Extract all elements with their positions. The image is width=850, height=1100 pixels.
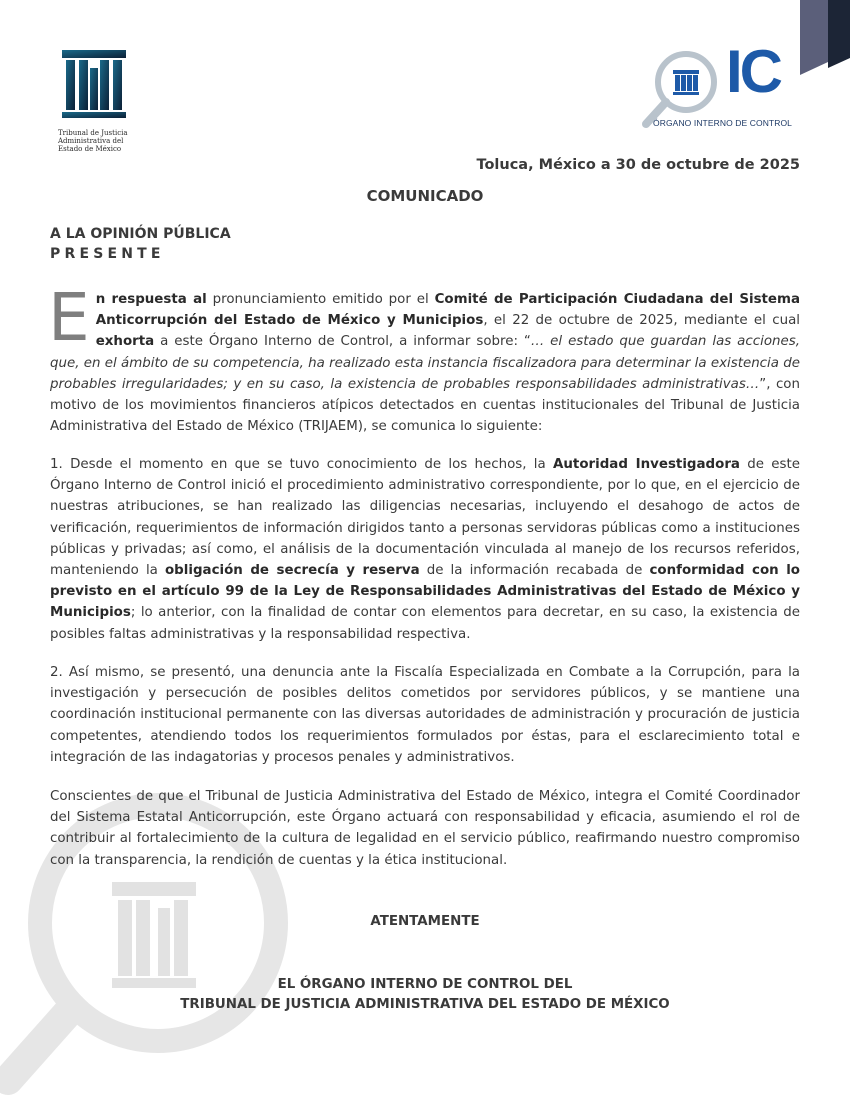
- document-title: COMUNICADO: [366, 187, 484, 205]
- point-bold-text: conformidad con lo previsto en el artículo 99 de la Ley de Responsabilidades Administrativas del Estado de México y Municipios: [50, 563, 800, 621]
- trijaem-logo: [58, 48, 148, 153]
- regards-line: ATENTAMENTE: [370, 914, 480, 929]
- logo-text-line: Estado de México: [58, 145, 122, 153]
- point-text: ; lo anterior, con la finalidad de contar con elementos para decretar, en su caso, la existencia de posibles faltas administrativas y la responsabilidad respectiva.: [50, 605, 800, 642]
- exhorta-text: exhorta: [95, 334, 155, 350]
- intro-bold-text: n respuesta al: [95, 292, 207, 307]
- oic-logo-text: IC: [726, 38, 780, 105]
- point-1-paragraph: [50, 454, 800, 645]
- intro-text: pronunciamiento emitido por el: [206, 292, 435, 307]
- point-bold-text: Autoridad Investigadora: [553, 457, 740, 472]
- oic-logo: [640, 38, 800, 133]
- point-text: de este Órgano Interno de Control inició el procedimiento administrativo correspondiente, por lo que, en el ejercicio de nuestras atribuciones, se han realizado las diligencias necesarias, incluyendo el desahogo de actos de verificación, requerimientos de información dirigidos tanto a personas servidoras públicas como a instituciones públicas y privadas; así como, el análisis de la documentación vinculada al manejo de los recursos referidos, manteniendo la: [50, 457, 800, 579]
- point-text: de la información recabada de: [419, 563, 650, 579]
- intro-text: , el 22 de octubre de 2025, mediante el cual: [483, 313, 800, 329]
- addressee-presente: PRESENTE: [50, 246, 165, 262]
- signer-line: EL ÓRGANO INTERNO DE CONTROL DEL: [277, 977, 573, 992]
- oic-logo-subtitle: ÓRGANO INTERNO DE CONTROL: [653, 118, 792, 128]
- quoted-text: … el estado que guardan las acciones, que, en el ámbito de su competencia, ha realizado esta instancia fiscalizadora para determinar la existencia de probables irregularidades; y en su caso, la existencia de probables responsabilidades administrativas…: [50, 334, 800, 392]
- closing-paragraph: Conscientes de que el Tribunal de Justicia Administrativa del Estado de México, integra el Comité Coordinador del Sistema Estatal Anticorrupción, este Órgano actuará con responsabilidad y eficacia, asumiendo el rol de contribuir al fortalecimiento de la cultura de legalidad en el servicio público, reafirmando nuestro compromiso con la transparencia, la rendición de cuentas y la ética institucional.: [50, 789, 800, 868]
- committee-name: Comité de Participación Ciudadana del Sistema Anticorrupción del Estado de México y Municipios: [95, 292, 801, 329]
- corner-decoration: [800, 0, 850, 75]
- point-bold-text: obligación de secrecía y reserva: [164, 563, 420, 579]
- signer-line: TRIBUNAL DE JUSTICIA ADMINISTRATIVA DEL ESTADO DE MÉXICO: [180, 997, 670, 1012]
- intro-paragraph: [48, 279, 801, 437]
- logo-text-line: Administrativa del: [58, 137, 124, 145]
- point-2-paragraph: 2. Así mismo, se presentó, una denuncia ante la Fiscalía Especializada en Combate a la Corrupción, para la investigación y persecución de posibles delitos cometidos por servidores públicos, y se mantiene una coordinación institucional permanente con las diversas autoridades de administración y procuración de justicia competentes, atendiendo todos los requerimientos formulados por éstas, para el esclarecimiento total e integración de las indagatorias y procesos penales y administrativos.: [50, 665, 800, 765]
- logo-text-line: Tribunal de Justicia: [58, 129, 128, 137]
- document-date: Toluca, México a 30 de octubre de 2025: [476, 157, 800, 173]
- addressee-line: A LA OPINIÓN PÚBLICA: [50, 226, 231, 242]
- drop-cap: E: [48, 279, 90, 356]
- columns-logo-icon: [58, 48, 130, 120]
- intro-text: a este Órgano Interno de Control, a informar sobre: “: [154, 334, 531, 350]
- intro-text: ”, con motivo de los movimientos financieros atípicos detectados en cuentas institucionales del Tribunal de Justicia Administrativa del Estado de México (TRIJAEM), se comunica lo siguiente:: [50, 376, 800, 435]
- point-text: 1. Desde el momento en que se tuvo conocimiento de los hechos, la: [50, 457, 554, 472]
